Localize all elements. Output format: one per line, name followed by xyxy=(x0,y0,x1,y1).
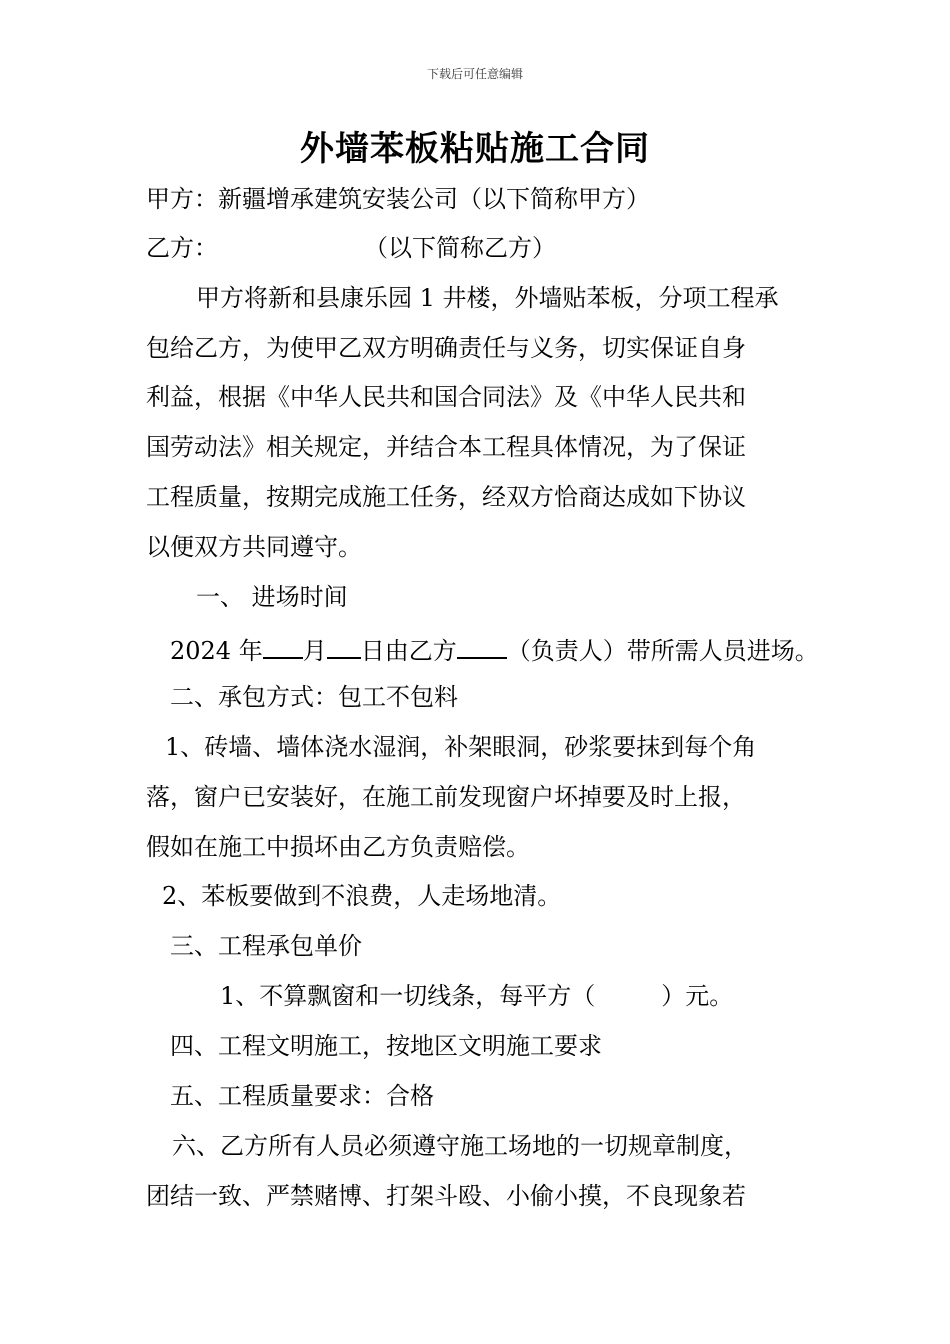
section3-item1 xyxy=(220,980,733,1012)
day-blank xyxy=(327,631,361,659)
unit-price-prefix: 1、不算飘窗和一切线条，每平方（ xyxy=(220,982,596,1010)
document-title: 外墙苯板粘贴施工合同 xyxy=(300,129,650,169)
party-b-label: 乙方： xyxy=(146,234,218,262)
section3-heading: 三、工程承包单价 xyxy=(170,932,362,960)
entry-year: 2024 年 xyxy=(170,637,263,665)
section2-heading: 二、承包方式：包工不包料 xyxy=(170,683,458,711)
month-blank xyxy=(263,631,303,659)
intro-line-4: 国劳动法》相关规定，并结合本工程具体情况，为了保证 xyxy=(146,433,746,461)
party-b-suffix: （以下简称乙方） xyxy=(364,234,556,262)
intro-line-2: 包给乙方，为使甲乙双方明确责任与义务，切实保证自身 xyxy=(146,334,746,362)
entry-day: 日由乙方 xyxy=(360,637,457,665)
party-b-line xyxy=(146,232,556,264)
section2-item1-line-1: 1、砖墙、墙体浇水湿润，补架眼洞，砂浆要抹到每个角 xyxy=(165,733,757,761)
intro-line-6: 以便双方共同遵守。 xyxy=(146,533,362,561)
entry-month: 月 xyxy=(302,637,327,665)
section2-item1-line-3: 假如在施工中损坏由乙方负责赔偿。 xyxy=(146,833,530,861)
unit-price-suffix: ）元。 xyxy=(661,982,734,1010)
section5: 五、工程质量要求：合格 xyxy=(170,1082,434,1110)
section2-item2: 2、苯板要做到不浪费，人走场地清。 xyxy=(162,882,562,910)
intro-line-3: 利益，根据《中华人民共和国合同法》及《中华人民共和 xyxy=(146,383,746,411)
section1-heading: 一、 进场时间 xyxy=(196,583,348,611)
section1-entry-date xyxy=(170,631,819,667)
intro-line-5: 工程质量，按期完成施工任务，经双方恰商达成如下协议 xyxy=(146,483,746,511)
header-note: 下载后可任意编辑 xyxy=(426,67,523,81)
section6-line-2: 团结一致、严禁赌博、打架斗殴、小偷小摸，不良现象若 xyxy=(146,1182,746,1210)
responsible-person-blank xyxy=(457,631,507,659)
party-a-line: 甲方：新疆增承建筑安装公司（以下简称甲方） xyxy=(146,185,650,213)
section4: 四、工程文明施工，按地区文明施工要求 xyxy=(170,1032,602,1060)
section6-line-1: 六、乙方所有人员必须遵守施工场地的一切规章制度， xyxy=(172,1132,748,1160)
intro-line-1: 甲方将新和县康乐园 1 井楼，外墙贴苯板，分项工程承 xyxy=(196,284,779,312)
section2-item1-line-2: 落，窗户已安装好，在施工前发现窗户坏掉要及时上报， xyxy=(146,783,746,811)
entry-rest: （负责人）带所需人员进场。 xyxy=(506,637,819,665)
